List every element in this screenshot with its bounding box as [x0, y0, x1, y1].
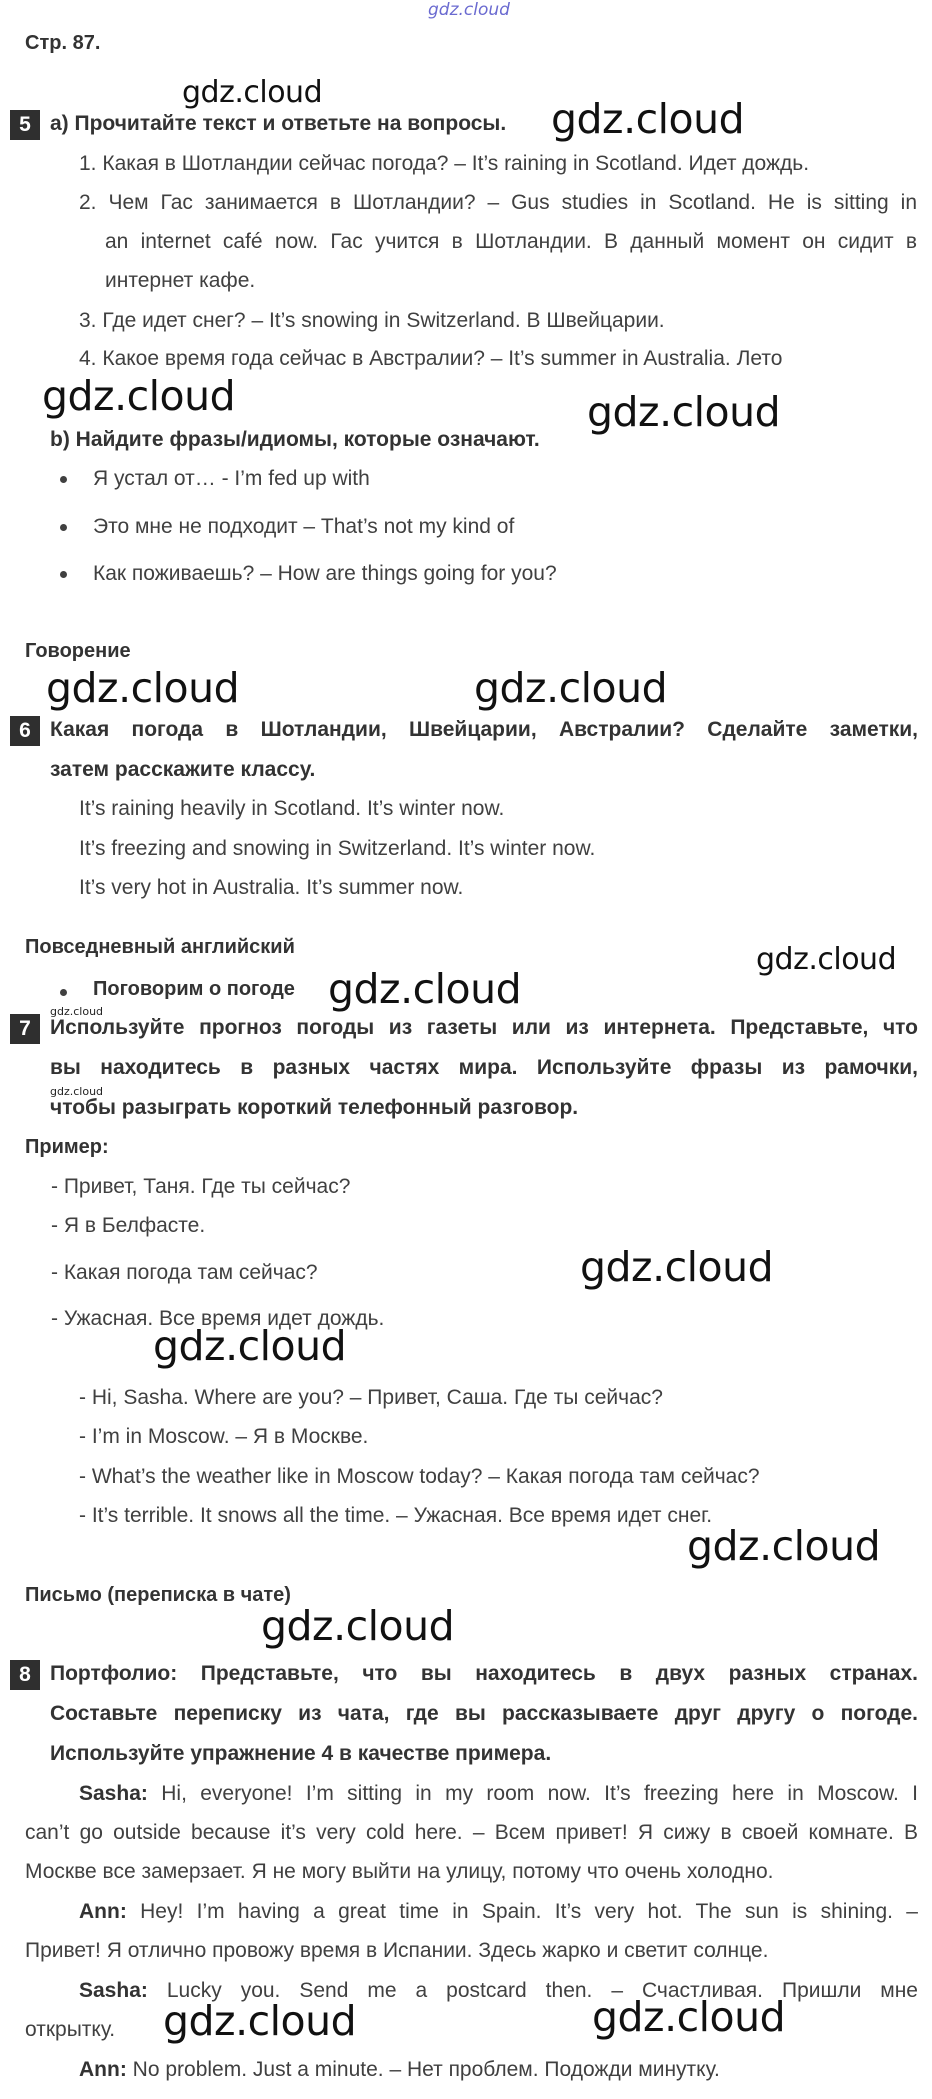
bullet-dot	[60, 476, 67, 483]
watermark: gdz.cloud	[756, 942, 897, 977]
exercise-8-number: 8	[10, 1660, 40, 1690]
writing-heading: Письмо (переписка в чате)	[25, 1584, 291, 1606]
exercise-7-task-line1: Используйте прогноз погоды из газеты или из интернета. Представьте, что	[50, 1016, 918, 1039]
watermark: gdz.cloud	[261, 1602, 455, 1650]
ex6-answer-2: It’s freezing and snowing in Switzerland. It’s winter now.	[79, 837, 596, 860]
ex5-bullet-1: Я устал от… - I’m fed up with	[93, 467, 370, 490]
exercise-5-title-a: a) Прочитайте текст и ответьте на вопросы.	[50, 112, 507, 135]
watermark: gdz.cloud	[587, 388, 781, 436]
exercise-6-task-line1: Какая погода в Шотландии, Швейцарии, Австралии? Сделайте заметки,	[50, 718, 918, 741]
exercise-8-task-line2: Составьте переписку из чата, где вы рассказываете друг другу о погоде.	[50, 1702, 918, 1725]
dialogue-line-2: - I’m in Moscow. – Я в Москве.	[79, 1425, 369, 1448]
ex5-item-4: 4. Какое время года сейчас в Австралии? – It’s summer in Australia. Лето	[79, 347, 783, 370]
everyday-heading: Повседневный английский	[25, 936, 295, 958]
watermark: gdz.cloud	[328, 965, 522, 1013]
chat-speaker: Sasha:	[79, 1979, 148, 2002]
watermark: gdz.cloud	[687, 1522, 881, 1570]
watermark: gdz.cloud	[163, 1997, 357, 2045]
example-line-4: - Ужасная. Все время идет дождь.	[51, 1307, 385, 1330]
chat-speaker: Ann:	[79, 2058, 127, 2081]
ex6-answer-3: It’s very hot in Australia. It’s summer now.	[79, 876, 464, 899]
chat-1-line-3: Москве все замерзает. Я не могу выйти на улицу, потому что очень холодно.	[25, 1860, 774, 1883]
exercise-7-number: 7	[10, 1014, 40, 1044]
example-label: Пример:	[25, 1136, 109, 1158]
watermark: gdz.cloud	[182, 75, 323, 110]
chat-1-line-2: can’t go outside because it’s very cold here. – Всем привет! Я сижу в своей комнате. В	[25, 1821, 918, 1844]
watermark-small: gdz.cloud	[50, 1005, 104, 1018]
example-line-2: - Я в Белфасте.	[51, 1214, 206, 1237]
chat-text: No problem. Just a minute. – Нет проблем. Подожди минутку.	[132, 2058, 720, 2081]
exercise-8-task-line1: Портфолио: Представьте, что вы находитесь в двух разных странах.	[50, 1662, 918, 1685]
watermark-top: gdz.cloud	[428, 0, 510, 20]
chat-text: Hi, everyone! I’m sitting in my room now. It’s freezing here in Moscow. I	[161, 1782, 918, 1805]
exercise-5-number: 5	[10, 110, 40, 140]
chat-speaker: Sasha:	[79, 1782, 148, 1805]
ex5-item-2-cont: an internet café now. Гас учится в Шотландии. В данный момент он сидит в	[105, 230, 917, 253]
ex5-bullet-2: Это мне не подходит – That’s not my kind of	[93, 515, 515, 538]
exercise-7-task-line3: чтобы разыграть короткий телефонный разговор.	[50, 1096, 579, 1119]
ex5-item-3: 3. Где идет снег? – It’s snowing in Switzerland. В Швейцарии.	[79, 309, 665, 332]
watermark: gdz.cloud	[551, 95, 745, 143]
example-line-1: - Привет, Таня. Где ты сейчас?	[51, 1175, 351, 1198]
watermark: gdz.cloud	[153, 1322, 347, 1370]
exercise-6-task-line2: затем расскажите классу.	[50, 758, 316, 781]
ex5-bullet-3: Как поживаешь? – How are things going for you?	[93, 562, 557, 585]
ex5-item-2: 2. Чем Гас занимается в Шотландии? – Gus studies in Scotland. He is sitting in	[79, 191, 917, 214]
chat-4-line-1	[79, 2057, 720, 2083]
exercise-6-number: 6	[10, 716, 40, 746]
watermark: gdz.cloud	[42, 372, 236, 420]
chat-2-line-1	[79, 1899, 918, 1925]
chat-1-line-1	[79, 1781, 918, 1807]
chat-speaker: Ann:	[79, 1900, 127, 1923]
chat-2-line-2: Привет! Я отлично провожу время в Испании. Здесь жарко и светит солнце.	[25, 1939, 769, 1962]
watermark: gdz.cloud	[46, 664, 240, 712]
page-label: Стр. 87.	[25, 32, 101, 54]
dialogue-line-1: - Hi, Sasha. Where are you? – Привет, Саша. Где ты сейчас?	[79, 1386, 663, 1409]
ex6-answer-1: It’s raining heavily in Scotland. It’s winter now.	[79, 797, 505, 820]
example-line-3: - Какая погода там сейчас?	[51, 1261, 318, 1284]
exercise-5-title-b: b) Найдите фразы/идиомы, которые означают.	[50, 428, 540, 451]
dialogue-line-4: - It’s terrible. It snows all the time. – Ужасная. Все время идет снег.	[79, 1504, 713, 1527]
watermark: gdz.cloud	[580, 1243, 774, 1291]
watermark: gdz.cloud	[474, 664, 668, 712]
dialogue-line-3: - What’s the weather like in Moscow today? – Какая погода там сейчас?	[79, 1465, 760, 1488]
ex5-item-2-cont2: интернет кафе.	[105, 269, 256, 292]
bullet-dot	[60, 524, 67, 531]
chat-3-line-2: открытку.	[25, 2018, 116, 2041]
everyday-bullet: Поговорим о погоде	[93, 978, 295, 1000]
exercise-7-task-line2: вы находитесь в разных частях мира. Используйте фразы из рамочки,	[50, 1056, 918, 1079]
ex5-item-1: 1. Какая в Шотландии сейчас погода? – It’s raining in Scotland. Идет дождь.	[79, 152, 810, 175]
watermark-small: gdz.cloud	[50, 1085, 104, 1098]
bullet-dot	[60, 571, 67, 578]
speaking-heading: Говорение	[25, 640, 131, 662]
exercise-8-task-line3: Используйте упражнение 4 в качестве примера.	[50, 1742, 552, 1765]
chat-text: Lucky you. Send me a postcard then. – Счастливая. Пришли мне	[166, 1979, 918, 2002]
watermark: gdz.cloud	[592, 1993, 786, 2041]
bullet-dot	[60, 989, 67, 996]
chat-text: Hey! I’m having a great time in Spain. It’s very hot. The sun is shining. –	[140, 1900, 918, 1923]
